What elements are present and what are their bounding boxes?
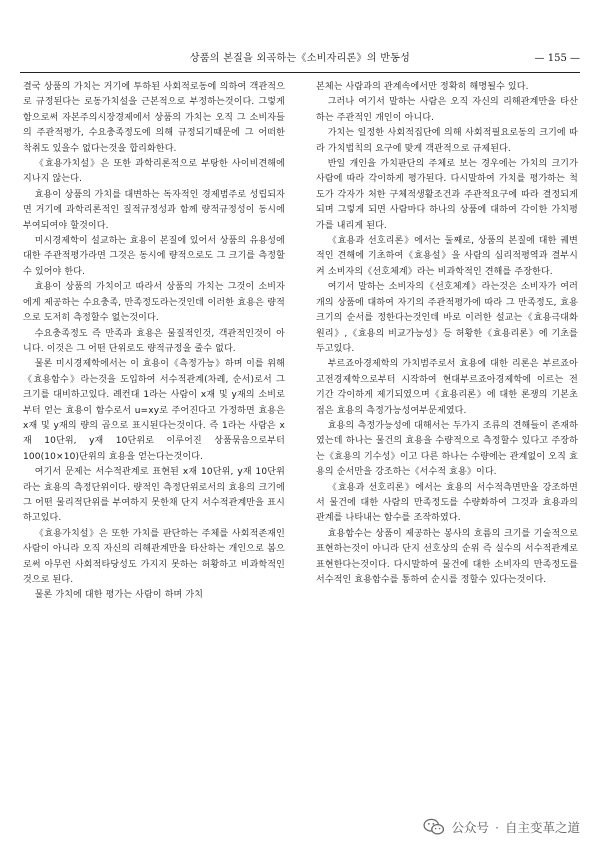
paragraph: 효용이 상품의 가치이고 따라서 상품의 가치는 그것이 소비자에게 제공하는 수요충족, 만족정도라는것인데 이러한 효용은 량적으로 도저히 측정할수 없는것이다.	[23, 282, 285, 324]
paragraph: 반일 개인을 가치판단의 주체로 보는 경우에는 가치의 크기가 사람에 따라 각이하게 평가된다. 다시말하여 가치를 평가하는 척도가 각자가 처한 구체적생활조건과 주관적요구에 따라 결정되게 되며 그렇게 되면 사람마다 하나의 상품에 대하여 각이한 가치평가를 내리게 된다.	[316, 159, 578, 231]
page-number: — 155 —	[534, 53, 580, 64]
running-title: 상품의 본질을 외곡하는《소비자리론》의 반동성	[189, 53, 411, 64]
paragraph: 결국 상품의 가치는 거기에 투하된 사회적로동에 의하여 객관적으로 규정된다는 로동가치설을 근본적으로 부정하는것이다. 그렇게 함으로써 자본주의시장경제에서 상품의 가치는 오직 그 소비자들의 주관적평가, 수요충족정도에 의해 규정되기때문에 그 어떠한 착취도 있을수 없다는것을 합리화한다.	[23, 82, 285, 154]
paragraph: 본체는 사람과의 관계속에서만 정확히 해명될수 있다.	[316, 82, 529, 92]
paragraph: 《효용과 선호리론》에서는 둘째로, 상품의 본질에 대한 궤변적인 견해에 기초하여《효용설》을 사람의 심리적평역과 결부시켜 소비자의《선호체계》라는 비과학적인 견해를 주장한다.	[316, 236, 578, 277]
watermark-separator: ·	[495, 819, 499, 835]
paragraph: 수요충족정도 즉 만족과 효용은 물질적인것, 객관적인것이 아니다. 이것은 그 어떤 단위로도 량적규정을 줄수 없다.	[23, 328, 285, 354]
paragraph: 가치는 일정한 사회적집단에 의해 사회적필요로동의 크기에 따라 가치법칙의 요구에 맞게 객관적으로 규제된다.	[316, 128, 578, 154]
paragraph: 여기서 말하는 소비자의《선호체계》라는것은 소비자가 여러개의 상품에 대하여 자기의 주관적평가에 따라 그 만족정도, 효용크기의 순서를 정한다는것인데 바로 이러한 설교는《효용극대화원리》,《효용의 비교가능성》등 허황한《효용리론》에 기초를 두고있다.	[316, 282, 578, 354]
watermark-account: 自主变革之道	[504, 820, 580, 835]
paragraph: 《효용가치설》은 또한 과학리론적으로 부탕한 사이비견해에 지나지 않는다.	[23, 159, 285, 185]
left-column	[23, 80, 285, 604]
wechat-icon	[423, 818, 445, 836]
paragraph: 효용의 측정가능성에 대해서는 두가지 조류의 견해들이 존재하였는데 하나는 물건의 효용을 수량적으로 측정할수 있다고 주장하는《효용의 기수성》이고 다른 하나는 수량에는 관계없이 오직 효용의 순서만을 강조하는《서수적 효용》이다.	[316, 420, 578, 478]
paragraph: 《효용과 선호리론》에서는 효용의 서수적측면만을 강조하면서 물건에 대한 사람의 만족정도를 수량화하여 그것과 효용과의 관계를 나타내는 함수를 조작하였다.	[316, 482, 578, 524]
paragraph: 여기서 문제는 서수적관계로 표현된 x재 10단위, y재 10단위라는 효용의 측정단위이다. 량적인 측정단위로서의 효용의 크기에 그 어떤 물리적단위를 부여하지 못한채 단지 서수적관계만을 표시하고있다.	[23, 467, 285, 524]
paragraph: 효용함수는 상품이 제공하는 봉사의 흐름의 크기를 기술적으로 표현하는것이 아니라 단지 선호상의 순위 즉 실수의 서수적관계로 표현한다는것이다. 다시말하여 물건에 대한 소비자의 만족정도를 서수적인 효용함수를 통하여 순시를 정할수 있다는것이다.	[316, 528, 578, 585]
watermark	[423, 818, 580, 836]
right-column	[316, 80, 578, 588]
watermark-platform: 公众号	[451, 820, 489, 835]
page-header	[20, 48, 580, 70]
paragraph: 효용이 상품의 가치를 대변하는 독자적인 경제범주로 성립되자면 거기에 과학리론적인 질적규정성과 함께 량적규정성이 동시에 부여되여야 할것이다.	[23, 189, 285, 231]
paragraph: 물론 가치에 대한 평가는 사람이 하며 가치	[34, 590, 204, 601]
header-rule	[20, 72, 580, 73]
paragraph: 그러나 여기서 말하는 사람은 오직 자신의 리해관계만을 타산하는 주관적인 개인이 아니다.	[316, 97, 578, 123]
paragraph: 미시경제학이 설교하는 효용이 본질에 있어서 상품의 유용성에 대한 주관적평가라면 그것은 동시에 량적으로도 그 크기를 측정할수 있어야 한다.	[23, 236, 285, 277]
paragraph: 물론 미시경제학에서는 이 효용이《측정가능》하며 이를 위해《효용함수》라는것을 도입하여 서수적관계(차례, 순서)로서 그 크기를 대비하고있다. 례컨대 1라는 사람이 x재 및 y재의 소비로부터 얻는 효용이 함수로서 u=xy로 주어진다고 가정하면 효용은 x재 및 y재의 량의 곱으로 표시된다는것이다. 즉 1라는 사람은 x재 10단위, y재 10단위로 이루어진 상품묶음으로부터 100(10×10)단위의 효용을 얻는다는것이다.	[23, 359, 285, 462]
paragraph: 《효용가치설》은 또한 가치를 판단하는 주체를 사회적존재인 사람이 아니라 오직 자신의 리해관계만을 타산하는 개인으로 봄으로써 아무런 사회적타당성도 가지지 못하는 허황하고 비과학적인것으로 된다.	[23, 528, 285, 585]
paragraph: 부르죠아경제학의 가치범주로서 효용에 대한 리론은 부르죠아고전경제학으로부터 시작하여 현대부르죠아경제학에 이르는 전 기간 각이하게 제기되였으며《효용리론》에 대한 론쟁의 기본초점은 효용의 측정가능성여부문제였다.	[316, 359, 578, 416]
